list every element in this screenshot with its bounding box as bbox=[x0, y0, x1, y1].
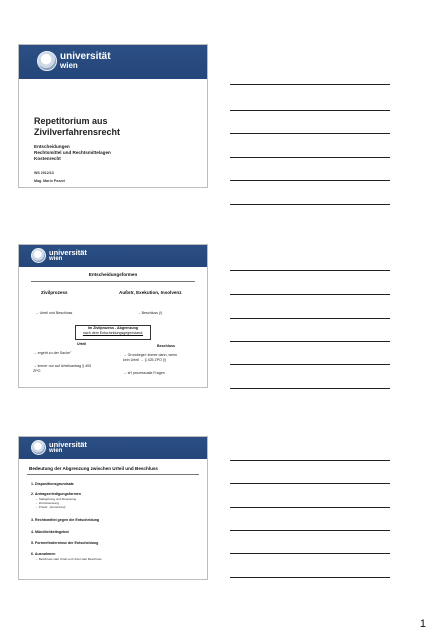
university-logo: universität wien bbox=[31, 440, 87, 455]
university-seal-icon bbox=[37, 51, 57, 71]
note-line bbox=[230, 270, 390, 271]
note-line bbox=[230, 507, 390, 508]
abgrenzung-box: Im Zivilprozess - Abgrenzung nach dem Entscheidungsgegenstand: bbox=[75, 325, 151, 340]
note-line bbox=[230, 460, 390, 461]
university-seal-icon bbox=[31, 440, 46, 455]
col-right-heading: Außstr, Exekution, Insolvenz bbox=[119, 290, 182, 295]
logo-line2: wien bbox=[60, 61, 78, 70]
slide-subtitle: Entscheidungen Rechtsmittel und Rechtsmittelagen Kostenrecht bbox=[34, 144, 111, 161]
col-left-heading: Zivilprozess bbox=[41, 290, 68, 295]
beschluss-line: kein Urteil → § 425 ZPO (!) bbox=[123, 358, 167, 362]
university-logo bbox=[37, 51, 111, 71]
note-line bbox=[230, 110, 390, 111]
note-line bbox=[230, 157, 390, 158]
right-line: → Beschluss (!) bbox=[137, 311, 163, 315]
list-item: 3. Rechtsmittel gegen die Entscheidung bbox=[31, 518, 100, 522]
logo-line1: universität bbox=[60, 51, 111, 62]
page-number: 1 bbox=[419, 618, 426, 630]
urteil-line: ZPO bbox=[33, 369, 41, 373]
slide-title bbox=[18, 44, 208, 188]
list-subitem: → Stattgebung und Abweisung bbox=[35, 497, 77, 501]
divider bbox=[31, 281, 195, 282]
divider bbox=[27, 474, 199, 475]
note-line bbox=[230, 483, 390, 484]
urteil-label: Urteil bbox=[77, 342, 87, 346]
slide-banner bbox=[19, 45, 207, 79]
list-subitem: → Zurückweisung bbox=[35, 501, 60, 505]
author: Mag. Mario Pozzei bbox=[34, 179, 65, 183]
left-line: → Urteil und Beschluss bbox=[35, 311, 73, 315]
note-line bbox=[230, 364, 390, 365]
note-line bbox=[230, 294, 390, 295]
slide-heading: Entscheidungsformen bbox=[88, 272, 138, 277]
list-item: 5. Formerfordernisse der Entscheidung bbox=[31, 541, 99, 545]
slide-heading: Bedeutung der Abgrenzung zwischen Urteil und Beschluss bbox=[29, 466, 158, 471]
note-line bbox=[230, 553, 390, 554]
list-item: 6. Ausnahmen bbox=[31, 552, 56, 556]
list-item: 1. Dispositionsgrundsatz bbox=[31, 482, 74, 486]
urteil-line: → immer nur auf Urteilsantrag § 405 bbox=[33, 364, 92, 368]
note-line bbox=[230, 318, 390, 319]
list-subitem: → Beschluss statt Urteil und Urteil statt Beschluss bbox=[35, 557, 102, 561]
slide-banner bbox=[19, 437, 207, 459]
note-line bbox=[230, 84, 390, 85]
beschluss-line: → Grundregel: immer dann, wenn bbox=[123, 353, 178, 357]
university-seal-icon bbox=[31, 248, 46, 263]
note-line bbox=[230, 388, 390, 389]
note-line bbox=[230, 577, 390, 578]
university-logo: universität wien bbox=[31, 248, 87, 263]
note-line bbox=[230, 204, 390, 205]
slide-title-heading: Repetitorium aus Zivilverfahrensrecht bbox=[34, 116, 121, 137]
beschluss-line: → sH prozessuale Fragen bbox=[123, 371, 165, 375]
slide-banner bbox=[19, 245, 207, 267]
beschluss-label: Beschluss bbox=[157, 344, 175, 348]
note-line bbox=[230, 180, 390, 181]
note-line bbox=[230, 530, 390, 531]
list-item: 4. Mündlichkeitsgebot bbox=[31, 530, 69, 534]
note-line bbox=[230, 341, 390, 342]
slide-bedeutung bbox=[18, 436, 208, 580]
list-subitem: → Praxis: „Verwerfung" bbox=[35, 505, 67, 509]
semester: WS 2012/13 bbox=[34, 171, 54, 175]
slide-entscheidungsformen bbox=[18, 244, 208, 388]
urteil-line: → ergeht zu der Sache" bbox=[33, 351, 72, 355]
note-line bbox=[230, 133, 390, 134]
list-item: 2. Antragserledigungsformen bbox=[31, 492, 81, 496]
